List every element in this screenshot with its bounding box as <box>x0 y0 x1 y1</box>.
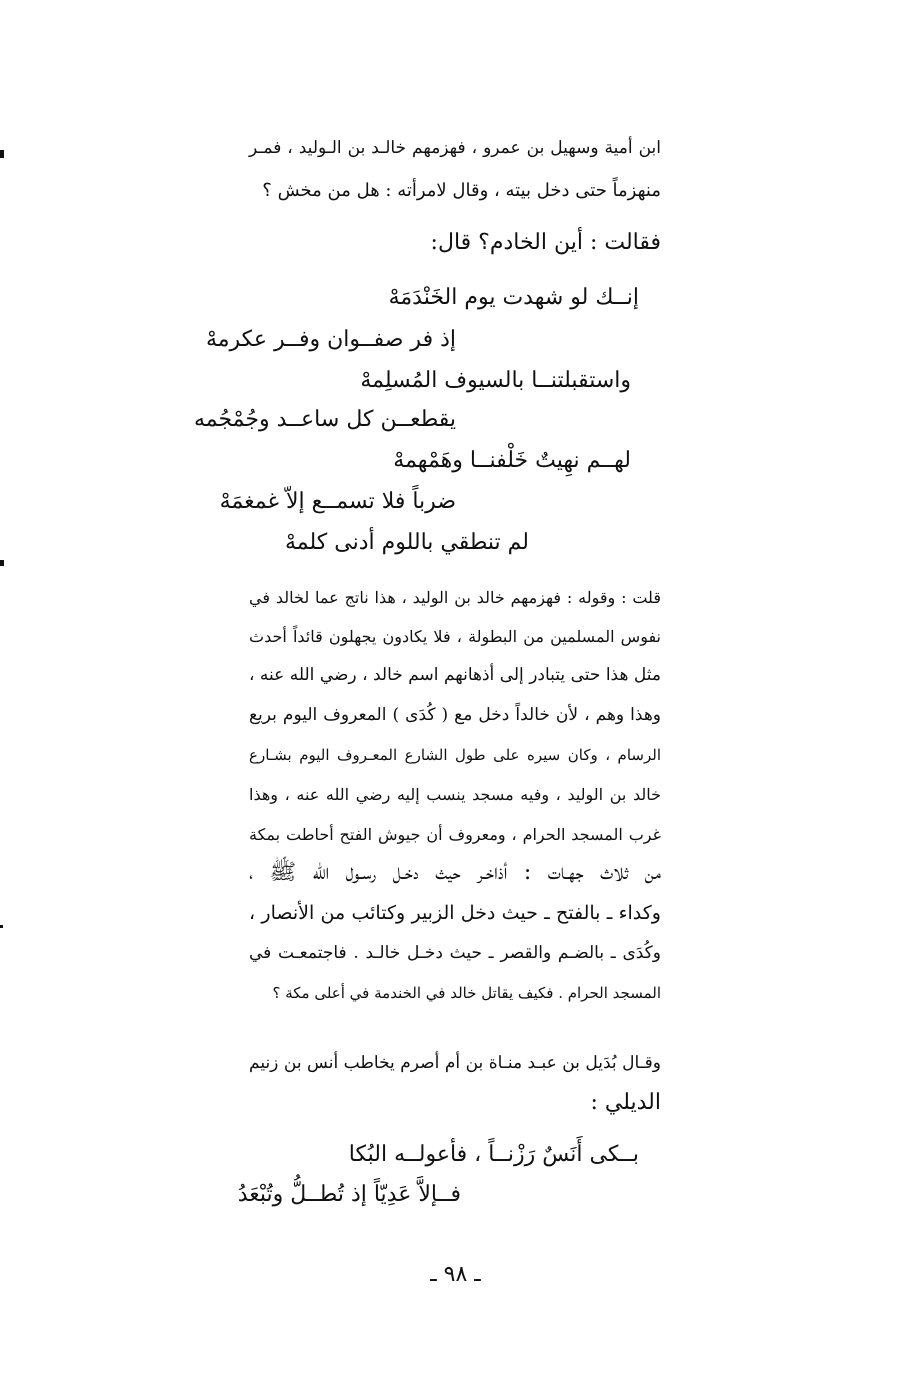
scan-speck <box>0 150 4 158</box>
paragraph-line: منهزماً حتى دخل بيته ، وقال لامرأته : هل من مخش ؟ <box>262 180 661 201</box>
paragraph-line: وكُدَى ـ بالضـم والقصر ـ حيث دخـل خالـد . فاجتمعـت في <box>249 943 661 963</box>
paragraph-line: فقالت : أين الخادم؟ قال: <box>430 230 661 255</box>
poem-verse: فــإلاَّ عَدِيّاً إذ تُطــلُّ وتُبْعَدُ <box>237 1182 461 1207</box>
paragraph-line: مثل هذا حتى يتبادر إلى أذهانهم اسم خالد ، رضي الله عنه ، <box>249 665 661 685</box>
poem-verse: واستقبلتنــا بالسيوف المُسلِمهْ <box>360 368 631 393</box>
paragraph-line: قلت : وقوله : فهزمهم خالد بن الوليد ، هذا ناتج عما لخالد في <box>249 588 661 607</box>
paragraph-line: الرسام ، وكان سيره على طول الشارع المعـروف اليوم بشـارع <box>249 746 661 764</box>
poem-verse: إذ فر صفــوان وفــر عكرمهْ <box>205 327 456 352</box>
scan-speck <box>0 560 4 566</box>
poem-verse: بــكى أَنَسٌ رَزْنــاً ، فأعولــه البُكا <box>348 1142 639 1167</box>
paragraph-line: من ثلاث جهـات : أذاخـر حيث دخـل رسـول الله ﷺ ، <box>249 860 661 885</box>
poem-verse: لم تنطقي باللوم أدنى كلمهْ <box>284 530 529 555</box>
page-number: ـ ٩٨ ـ <box>430 1262 481 1287</box>
paragraph-line: المسجد الحرام . فكيف يقاتل خالد في الخندمة في أعلى مكة ؟ <box>272 984 661 1002</box>
paragraph-line: وكداء ـ بالفتح ـ حيث دخل الزبير وكتائب من الأنصار ، <box>249 902 661 924</box>
paragraph-line: وقـال بُدَيل بن عبـد منـاة بن أم أصرم يخاطب أنس بن زنيم <box>249 1053 661 1073</box>
paragraph-line: ابن أمية وسهيل بن عمرو ، فهزمهم خالـد بن الـوليد ، فمـر <box>249 138 661 158</box>
paragraph-line: نفوس المسلمين من البطولة ، فلا يكادون يجهلون قائداً أحدث <box>249 627 661 646</box>
paragraph-line: غرب المسجد الحرام ، ومعروف أن جيوش الفتح أحاطت بمكة <box>249 825 661 844</box>
poem-verse: ضرباً فلا تسمــع إلاّ غمغمَهْ <box>219 489 456 514</box>
paragraph-line: خالد بن الوليد ، وفيه مسجد ينسب إليه رضي الله عنه ، وهذا <box>249 785 661 804</box>
paragraph-line: وهذا وهم ، لأن خالداً دخل مع ( كُدَى ) المعروف اليوم بريع <box>249 705 661 725</box>
poem-verse: يقطعــن كل ساعــد وجُمْجُمه <box>193 407 456 432</box>
scan-speck <box>0 925 3 928</box>
poem-verse: لهــم نهِيتٌ خَلْفنــا وهَمْهمهْ <box>393 448 631 473</box>
poem-verse: إنــك لو شهدت يوم الخَنْدَمَهْ <box>388 285 639 310</box>
paragraph-line: الديلي : <box>590 1090 661 1115</box>
